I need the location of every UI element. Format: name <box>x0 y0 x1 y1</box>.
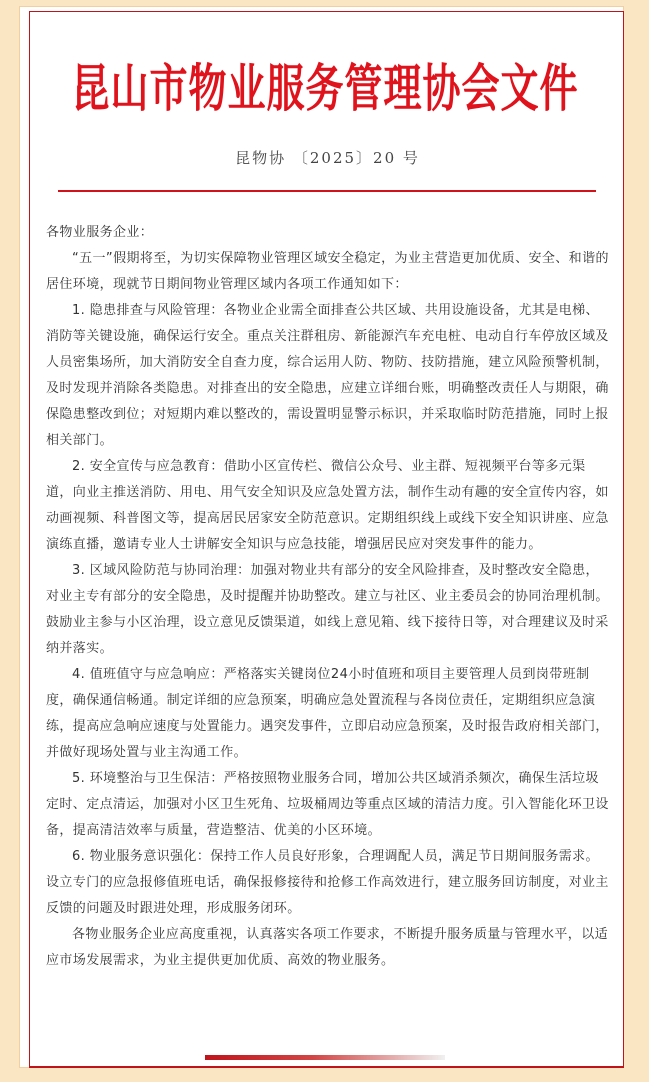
header-divider <box>58 190 596 192</box>
document-title: 昆山市物业服务管理协会文件 <box>71 57 579 119</box>
document-number: 昆物协 〔2025〕20 号 <box>235 149 420 167</box>
closing-paragraph: 各物业服务企业应高度重视，认真落实各项工作要求，不断提升服务质量与管理水平，以适应市场发展需求，为业主提供更加优质、高效的物业服务。 <box>46 927 609 968</box>
salutation: 各物业服务企业： <box>46 225 154 240</box>
item-paragraph-6: 6. 物业服务意识强化：保持工作人员良好形象，合理调配人员，满足节日期间服务需求。设立专门的应急报修值班电话，确保报修接待和抢修工作高效进行，建立服务回访制度，对业主反馈的问题及时跟进处理，形成服务闭环。 <box>46 849 609 916</box>
item-paragraph-2: 2. 安全宣传与应急教育：借助小区宣传栏、微信公众号、业主群、短视频平台等多元渠道，向业主推送消防、用电、用气安全知识及应急处置方法，制作生动有趣的安全宣传内容，如动画视频、科普图文等，提高居民居家安全防范意识。定期组织线上或线下安全知识讲座、应急演练直播，邀请专业人士讲解安全知识与应急技能，增强居民应对突发事件的能力。 <box>46 459 609 552</box>
intro-paragraph: “五一”假期将至，为切实保障物业管理区域安全稳定，为业主营造更加优质、安全、和谐的居住环境，现就节日期间物业管理区域内各项工作通知如下： <box>46 251 609 292</box>
item-paragraph-1: 1. 隐患排查与风险管理：各物业企业需全面排查公共区域、共用设施设备，尤其是电梯、消防等关键设施，确保运行安全。重点关注群租房、新能源汽车充电桩、电动自行车停放区域及人员密集场所，加大消防安全自查力度，综合运用人防、物防、技防措施，建立风险预警机制，及时发现并消除各类隐患。对排查出的安全隐患，应建立详细台账，明确整改责任人与期限，确保隐患整改到位；对短期内难以整改的，需设置明显警示标识，并采取临时防范措施，同时上报相关部门。 <box>46 303 609 448</box>
item-paragraph-4: 4. 值班值守与应急响应：严格落实关键岗位24小时值班和项目主要管理人员到岗带班制度，确保通信畅通。制定详细的应急预案，明确应急处置流程与各岗位责任，定期组织应急演练，提高应急响应速度与处置能力。遇突发事件，立即启动应急预案，及时报告政府相关部门，并做好现场处置与业主沟通工作。 <box>46 667 609 760</box>
document-body <box>46 220 611 974</box>
item-paragraph-3: 3. 区域风险防范与协同治理：加强对物业共有部分的安全风险排查，及时整改安全隐患，对业主专有部分的安全隐患，及时提醒并协助整改。建立与社区、业主委员会的协同治理机制。鼓励业主参与小区治理，设立意见反馈渠道，如线上意见箱、线下接待日等，对合理建议及时采纳并落实。 <box>46 563 609 656</box>
footer-accent-bar <box>205 1055 445 1060</box>
item-paragraph-5: 5. 环境整治与卫生保洁：严格按照物业服务合同，增加公共区域消杀频次，确保生活垃圾定时、定点清运，加强对小区卫生死角、垃圾桶周边等重点区域的清洁力度。引入智能化环卫设备，提高清洁效率与质量，营造整洁、优美的小区环境。 <box>46 771 609 838</box>
footer-rule <box>29 1066 624 1068</box>
